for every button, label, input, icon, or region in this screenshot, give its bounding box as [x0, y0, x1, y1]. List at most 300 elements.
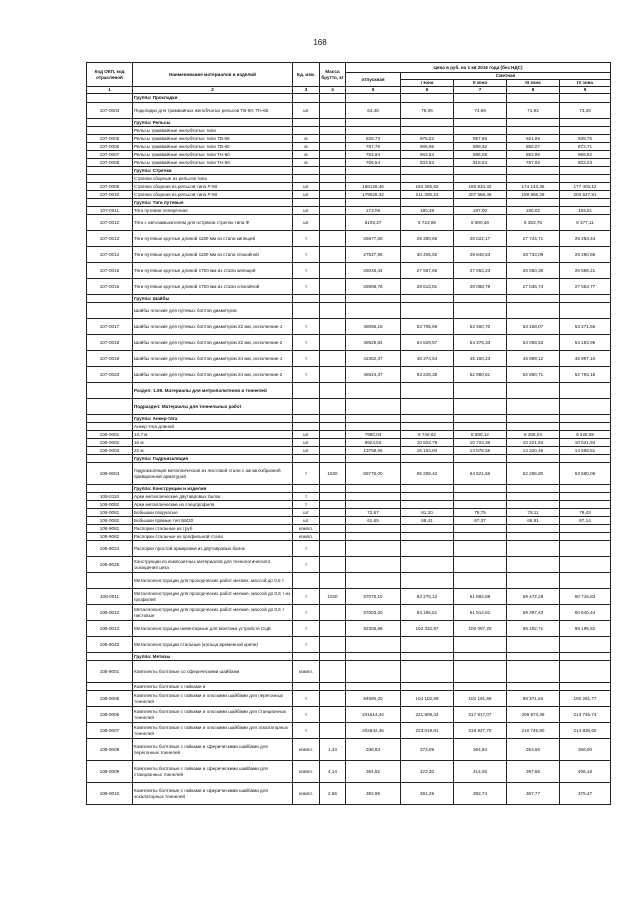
cell-mass: [320, 455, 346, 463]
header-price-title: Цена в руб. на 1 кв 2016 года (без НДС): [346, 63, 611, 73]
cell-mass: [320, 605, 346, 621]
cell-name: Металлоконструкции для проходческих работ мелкие, массой до 0,5 т листовые: [133, 605, 293, 621]
cell-price-zone-2: 74,69: [454, 103, 507, 119]
cell-code: 107-0014: [87, 247, 133, 263]
cell-code: 108-0011: [87, 589, 133, 605]
cell-unit: [293, 415, 320, 423]
cell-price-zone-4: 73,26: [560, 103, 611, 119]
cell-code: 108-0002: [87, 439, 133, 447]
cell-price-otpusk: [346, 94, 401, 103]
cell-price-zone-3: 852,96: [507, 151, 560, 159]
cell-code: [87, 383, 133, 399]
cell-code: 107-0013: [87, 231, 133, 247]
table-row: [87, 761, 611, 783]
col-index: 4: [320, 87, 346, 94]
cell-name: Тяги путевые круглые длиной 1700 мм из стали спокойной: [133, 279, 293, 295]
cell-code: 107-0012: [87, 215, 133, 231]
cell-price-zone-4: [560, 683, 611, 691]
group-row: [87, 167, 611, 175]
cell-price-zone-2: [454, 119, 507, 127]
cell-code: 108-0110: [87, 493, 133, 501]
cell-mass: [320, 231, 346, 247]
header-zone-3: III зона: [507, 80, 560, 87]
cell-code: [87, 653, 133, 661]
cell-price-zone-4: [560, 127, 611, 135]
cell-price-zone-1: 63 275,12: [401, 589, 454, 605]
cell-mass: [320, 303, 346, 319]
cell-price-otpusk: [346, 637, 401, 653]
cell-price-zone-2: 207 566,46: [454, 191, 507, 199]
cell-mass: [320, 247, 346, 263]
cell-name: Бобышки прямые тип БМ20: [133, 517, 293, 525]
cell-price-zone-2: 54 376,33: [454, 335, 507, 351]
cell-price-zone-4: [560, 383, 611, 399]
table-row: [87, 723, 611, 739]
cell-price-zone-3: [507, 175, 560, 183]
cell-mass: [320, 447, 346, 455]
cell-price-zone-1: 53 225,38: [401, 367, 454, 383]
cell-price-zone-4: 358,00: [560, 739, 611, 761]
cell-code: [87, 485, 133, 493]
cell-price-zone-1: [401, 533, 454, 541]
table-row: [87, 621, 611, 637]
page-number: 168: [313, 38, 327, 47]
cell-price-zone-2: [454, 295, 507, 303]
cell-mass: [320, 485, 346, 493]
cell-mass: [320, 127, 346, 135]
cell-unit: т: [293, 723, 320, 739]
cell-price-zone-3: 26 050,36: [507, 263, 560, 279]
cell-price-otpusk: 72,67: [346, 509, 401, 517]
cell-unit: [293, 423, 320, 431]
cell-price-zone-2: 28 088,79: [454, 279, 507, 295]
table-row: [87, 447, 611, 455]
cell-unit: шт: [293, 183, 320, 191]
cell-price-zone-2: 79,75: [454, 509, 507, 517]
cell-price-zone-2: [454, 493, 507, 501]
cell-code: 107-0005: [87, 135, 133, 143]
cell-name: Гидроизоляция металлическая из листовой стали с зигзагообразной приваренной арматурой: [133, 463, 293, 485]
cell-price-otpusk: 25677,60: [346, 231, 401, 247]
table-row: [87, 605, 611, 621]
cell-price-zone-1: 102 332,97: [401, 621, 454, 637]
cell-price-zone-1: 28 613,81: [401, 279, 454, 295]
cell-price-zone-2: 10 722,36: [454, 439, 507, 447]
cell-price-zone-3: 209 674,39: [507, 707, 560, 723]
header-name: Наименование материалов и изделий: [133, 63, 293, 87]
cell-price-zone-2: 61 892,88: [454, 589, 507, 605]
cell-price-zone-2: 29 848,63: [454, 247, 507, 263]
cell-price-zone-2: 64 621,56: [454, 463, 507, 485]
cell-price-zone-4: 79,43: [560, 509, 611, 517]
cell-mass: 1020: [320, 589, 346, 605]
cell-mass: 2,56: [320, 783, 346, 805]
cell-code: 108-0012: [87, 605, 133, 621]
cell-price-zone-3: 96 182,71: [507, 621, 560, 637]
cell-price-zone-3: [507, 119, 560, 127]
cell-code: [87, 455, 133, 463]
cell-code: 107-0011: [87, 207, 133, 215]
col-index: 3: [293, 87, 320, 94]
table-row: [87, 135, 611, 143]
cell-mass: 1,34: [320, 739, 346, 761]
cell-price-zone-1: [401, 493, 454, 501]
cell-price-zone-1: [401, 399, 454, 415]
cell-price-zone-1: [401, 295, 454, 303]
cell-mass: [320, 661, 346, 683]
cell-price-zone-1: 8 749,62: [401, 431, 454, 439]
cell-code: 107-0008: [87, 159, 133, 167]
cell-price-zone-4: 60 640,44: [560, 605, 611, 621]
table-header: [87, 63, 611, 94]
col-index: 9: [560, 87, 611, 94]
cell-price-zone-3: 180,02: [507, 207, 560, 215]
cell-unit: м: [293, 143, 320, 151]
cell-unit: [293, 455, 320, 463]
table-row: [87, 215, 611, 231]
cell-price-zone-3: 210 745,60: [507, 723, 560, 739]
table-row: [87, 151, 611, 159]
cell-price-zone-2: [454, 683, 507, 691]
cell-price-zone-2: [454, 525, 507, 533]
cell-price-zone-4: 60 716,83: [560, 589, 611, 605]
cell-price-otpusk: 7950,03: [346, 431, 401, 439]
cell-name: Группа: Шайбы: [133, 295, 293, 303]
cell-price-zone-4: 183,51: [560, 207, 611, 215]
cell-name: Рельсы трамвайные желобчатые типа ТН-55: [133, 159, 293, 167]
cell-price-otpusk: 202642,45: [346, 723, 401, 739]
cell-price-zone-1: [401, 199, 454, 207]
cell-price-zone-4: 27 563,77: [560, 279, 611, 295]
table-row: [87, 691, 611, 707]
cell-unit: т: [293, 463, 320, 485]
cell-code: 106-0082: [87, 517, 133, 525]
cell-price-zone-3: 921,85: [507, 135, 560, 143]
cell-price-zone-1: [401, 455, 454, 463]
cell-price-zone-1: 6 723,86: [401, 215, 454, 231]
cell-price-zone-2: 100 097,20: [454, 621, 507, 637]
cell-price-zone-3: [507, 493, 560, 501]
cell-unit: [293, 94, 320, 103]
cell-price-zone-2: [454, 557, 507, 573]
cell-price-zone-2: 180 834,42: [454, 183, 507, 191]
cell-price-zone-4: 54 183,95: [560, 335, 611, 351]
cell-price-zone-2: [454, 533, 507, 541]
cell-code: [87, 423, 133, 431]
header-otpusk: отпускная: [346, 73, 401, 87]
cell-price-zone-3: [507, 94, 560, 103]
cell-price-otpusk: 57003,20: [346, 605, 401, 621]
cell-price-zone-2: 27 062,23: [454, 263, 507, 279]
table-row: [87, 501, 611, 509]
cell-unit: шт: [293, 517, 320, 525]
cell-price-zone-2: [454, 127, 507, 135]
cell-price-otpusk: 49925,84: [346, 335, 401, 351]
cell-price-otpusk: 173,09: [346, 207, 401, 215]
cell-price-zone-1: 975,52: [401, 135, 454, 143]
table-row: [87, 493, 611, 501]
cell-price-zone-1: 29 360,68: [401, 231, 454, 247]
cell-price-zone-1: [401, 127, 454, 135]
cell-price-otpusk: [346, 493, 401, 501]
cell-mass: [320, 637, 346, 653]
cell-price-zone-4: 26 556,21: [560, 263, 611, 279]
cell-price-zone-2: [454, 485, 507, 493]
table-row: [87, 247, 611, 263]
header-mass: Масса брутто, кг: [320, 63, 346, 87]
cell-price-zone-3: 98 371,64: [507, 691, 560, 707]
cell-price-zone-2: 67,37: [454, 517, 507, 525]
col-index: 8: [507, 87, 560, 94]
cell-price-zone-3: [507, 653, 560, 661]
table-row: [87, 783, 611, 805]
cell-name: Комплекты болтовые с гайками и плоскими шайбами для станционных тоннелей: [133, 707, 293, 723]
cell-price-zone-2: [454, 541, 507, 557]
cell-price-zone-3: [507, 199, 560, 207]
cell-code: 106-0081: [87, 509, 133, 517]
cell-price-zone-3: [507, 295, 560, 303]
cell-price-zone-3: [507, 637, 560, 653]
cell-unit: т: [293, 501, 320, 509]
cell-name: Металлоконструкции для проходческих работ мелкие, массой до 0,5 т из профилей: [133, 589, 293, 605]
table-body: [87, 94, 611, 805]
cell-price-zone-2: [454, 399, 507, 415]
cell-price-zone-1: [401, 525, 454, 533]
cell-unit: т: [293, 335, 320, 351]
cell-price-zone-4: [560, 541, 611, 557]
cell-price-otpusk: [346, 683, 401, 691]
table-row: [87, 509, 611, 517]
cell-unit: компл.: [293, 783, 320, 805]
cell-price-zone-1: [401, 541, 454, 557]
cell-price-zone-2: 957,66: [454, 135, 507, 143]
cell-mass: [320, 653, 346, 661]
cell-price-otpusk: 57075,10: [346, 589, 401, 605]
cell-unit: т: [293, 605, 320, 621]
cell-code: 107-0004: [87, 103, 133, 119]
cell-mass: [320, 94, 346, 103]
cell-price-zone-1: 63 195,51: [401, 605, 454, 621]
cell-price-zone-4: 14 598,51: [560, 447, 611, 455]
cell-name: Подкладки для трамвайных желобчатых рельсов ТВ-60, ТН-65: [133, 103, 293, 119]
cell-price-otpusk: [346, 573, 401, 589]
cell-price-zone-1: 104 102,69: [401, 691, 454, 707]
cell-mass: [320, 383, 346, 399]
cell-code: 107-0020: [87, 367, 133, 383]
table-row: [87, 335, 611, 351]
cell-name: Рельсы трамвайные желобчатые типа: [133, 127, 293, 135]
cell-price-zone-2: [454, 653, 507, 661]
cell-price-otpusk: [346, 295, 401, 303]
cell-mass: 4,14: [320, 761, 346, 783]
cell-unit: шт: [293, 207, 320, 215]
cell-unit: [293, 295, 320, 303]
cell-name: Рельсы трамвайные желобчатые типа ТВ-65: [133, 135, 293, 143]
cell-mass: [320, 103, 346, 119]
price-table: [86, 62, 611, 805]
cell-mass: [320, 279, 346, 295]
cell-name: Группа: Стрелки: [133, 167, 293, 175]
cell-price-zone-3: [507, 557, 560, 573]
cell-name: Группа: Анкер-тяга: [133, 415, 293, 423]
cell-name: Бобышки сводчатые: [133, 509, 293, 517]
cell-price-otpusk: [346, 175, 401, 183]
cell-price-zone-2: 886,05: [454, 151, 507, 159]
cell-mass: [320, 263, 346, 279]
cell-price-zone-2: [454, 501, 507, 509]
cell-mass: [320, 525, 346, 533]
cell-unit: м: [293, 159, 320, 167]
cell-name: Комплекты болтовые с гайками и: [133, 683, 293, 691]
cell-price-zone-4: [560, 455, 611, 463]
cell-name: Конструкции из композитных материалов для технологического оснащения цеха: [133, 557, 293, 573]
cell-price-zone-4: 872,71: [560, 143, 611, 151]
cell-price-zone-3: [507, 383, 560, 399]
cell-price-zone-4: [560, 573, 611, 589]
table-row: [87, 541, 611, 557]
cell-code: [87, 295, 133, 303]
cell-code: [87, 573, 133, 589]
cell-price-zone-3: [507, 573, 560, 589]
cell-price-zone-3: 8 268,04: [507, 431, 560, 439]
cell-name: Тяга путевая поперечная: [133, 207, 293, 215]
header-smetnaya: Сметная: [401, 73, 611, 80]
table-row: [87, 517, 611, 525]
cell-code: 107-0017: [87, 319, 133, 335]
cell-name: Стрелка сборная из рельсов типа Р-50: [133, 191, 293, 199]
cell-price-zone-4: 53 271,56: [560, 319, 611, 335]
table-row: [87, 279, 611, 295]
cell-mass: [320, 191, 346, 199]
cell-price-otpusk: 392,95: [346, 783, 401, 805]
cell-price-otpusk: 384,82: [346, 761, 401, 783]
cell-price-otpusk: [346, 415, 401, 423]
group-row: [87, 383, 611, 399]
cell-code: 108-9081: [87, 525, 133, 533]
cell-price-zone-2: [454, 423, 507, 431]
cell-price-otpusk: [346, 127, 401, 135]
cell-price-zone-1: 15 154,84: [401, 447, 454, 455]
cell-price-zone-2: [454, 383, 507, 399]
cell-price-zone-4: 29 290,86: [560, 247, 611, 263]
column-index-row: [87, 87, 611, 94]
cell-price-zone-4: [560, 175, 611, 183]
group-row: [87, 415, 611, 423]
cell-mass: [320, 691, 346, 707]
cell-price-zone-4: 869,52: [560, 151, 611, 159]
cell-price-otpusk: [346, 661, 401, 683]
cell-price-zone-1: [401, 415, 454, 423]
cell-unit: шт: [293, 215, 320, 231]
cell-code: 108-9025: [87, 557, 133, 573]
cell-price-zone-3: 54 068,53: [507, 335, 560, 351]
table-row: [87, 573, 611, 589]
cell-unit: [293, 127, 320, 135]
cell-price-otpusk: [346, 423, 401, 431]
group-row: [87, 199, 611, 207]
col-index: 1: [87, 87, 133, 94]
cell-code: 107-0009: [87, 183, 133, 191]
cell-price-otpusk: 42362,37: [346, 351, 401, 367]
group-row: [87, 119, 611, 127]
cell-price-zone-3: 174 143,36: [507, 183, 560, 191]
cell-mass: [320, 159, 346, 167]
cell-code: [87, 199, 133, 207]
cell-name: Рельсы трамвайные желобчатые типа ТН-60: [133, 151, 293, 159]
cell-name: Тяги путевые круглые длиной 1700 мм из стали кипящей: [133, 263, 293, 279]
cell-mass: [320, 119, 346, 127]
cell-price-zone-2: 28 822,17: [454, 231, 507, 247]
cell-price-zone-4: [560, 525, 611, 533]
cell-name: Раздел: 1.08. Материалы для метрополитенов и тоннелей: [133, 383, 293, 399]
cell-price-zone-4: 45 997,10: [560, 351, 611, 367]
cell-price-zone-3: 66,91: [507, 517, 560, 525]
cell-price-zone-1: [401, 661, 454, 683]
cell-price-zone-3: 6 353,75: [507, 215, 560, 231]
cell-price-zone-4: [560, 415, 611, 423]
cell-unit: т: [293, 691, 320, 707]
cell-price-zone-1: 391,29: [401, 783, 454, 805]
cell-code: 107-0010: [87, 191, 133, 199]
cell-price-zone-1: [401, 485, 454, 493]
cell-price-otpusk: 13759,65: [346, 447, 401, 455]
cell-price-zone-1: 902,64: [401, 151, 454, 159]
cell-price-zone-1: 905,96: [401, 143, 454, 151]
cell-price-zone-1: [401, 653, 454, 661]
cell-price-otpusk: [346, 533, 401, 541]
cell-price-otpusk: 48644,37: [346, 367, 401, 383]
cell-unit: т: [293, 247, 320, 263]
cell-code: 107-0006: [87, 143, 133, 151]
cell-price-zone-4: [560, 557, 611, 573]
cell-name: Комплекты болтовые с гайками и плоскими шайбами для эскалаторных тоннелей: [133, 723, 293, 739]
cell-price-zone-3: 856,07: [507, 143, 560, 151]
cell-mass: [320, 207, 346, 215]
cell-unit: [293, 119, 320, 127]
cell-name: Группа: Гидроизоляция: [133, 455, 293, 463]
cell-price-otpusk: 64,46: [346, 103, 401, 119]
cell-price-zone-3: 353,66: [507, 739, 560, 761]
table-row: [87, 431, 611, 439]
cell-price-otpusk: [346, 653, 401, 661]
cell-price-zone-4: [560, 653, 611, 661]
cell-mass: [320, 533, 346, 541]
table-row: [87, 263, 611, 279]
cell-price-zone-1: [401, 573, 454, 589]
cell-unit: шт: [293, 439, 320, 447]
table-row: [87, 683, 611, 691]
group-row: [87, 94, 611, 103]
cell-name: Подраздел: Материалы для тоннельных работ: [133, 399, 293, 415]
cell-name: Распорки стальные из труб: [133, 525, 293, 533]
cell-price-zone-1: 46 374,54: [401, 351, 454, 367]
cell-name: Группа: Прокладки: [133, 94, 293, 103]
cell-code: 108-0004: [87, 463, 133, 485]
cell-price-zone-3: 59 472,28: [507, 589, 560, 605]
cell-price-zone-2: 53 460,70: [454, 319, 507, 335]
cell-name: Комплекты болтовые со сферическими шайбами: [133, 661, 293, 683]
table-row: [87, 159, 611, 167]
cell-unit: т: [293, 707, 320, 723]
cell-price-zone-2: 414,05: [454, 761, 507, 783]
cell-code: [87, 175, 133, 183]
cell-price-zone-2: [454, 175, 507, 183]
cell-unit: компл.: [293, 525, 320, 533]
cell-name: Шайбы плоские для путевых болтов диаметром 24 мм, исполнение 1: [133, 351, 293, 367]
cell-price-zone-1: [401, 119, 454, 127]
cell-unit: м: [293, 135, 320, 143]
cell-price-zone-1: [401, 501, 454, 509]
